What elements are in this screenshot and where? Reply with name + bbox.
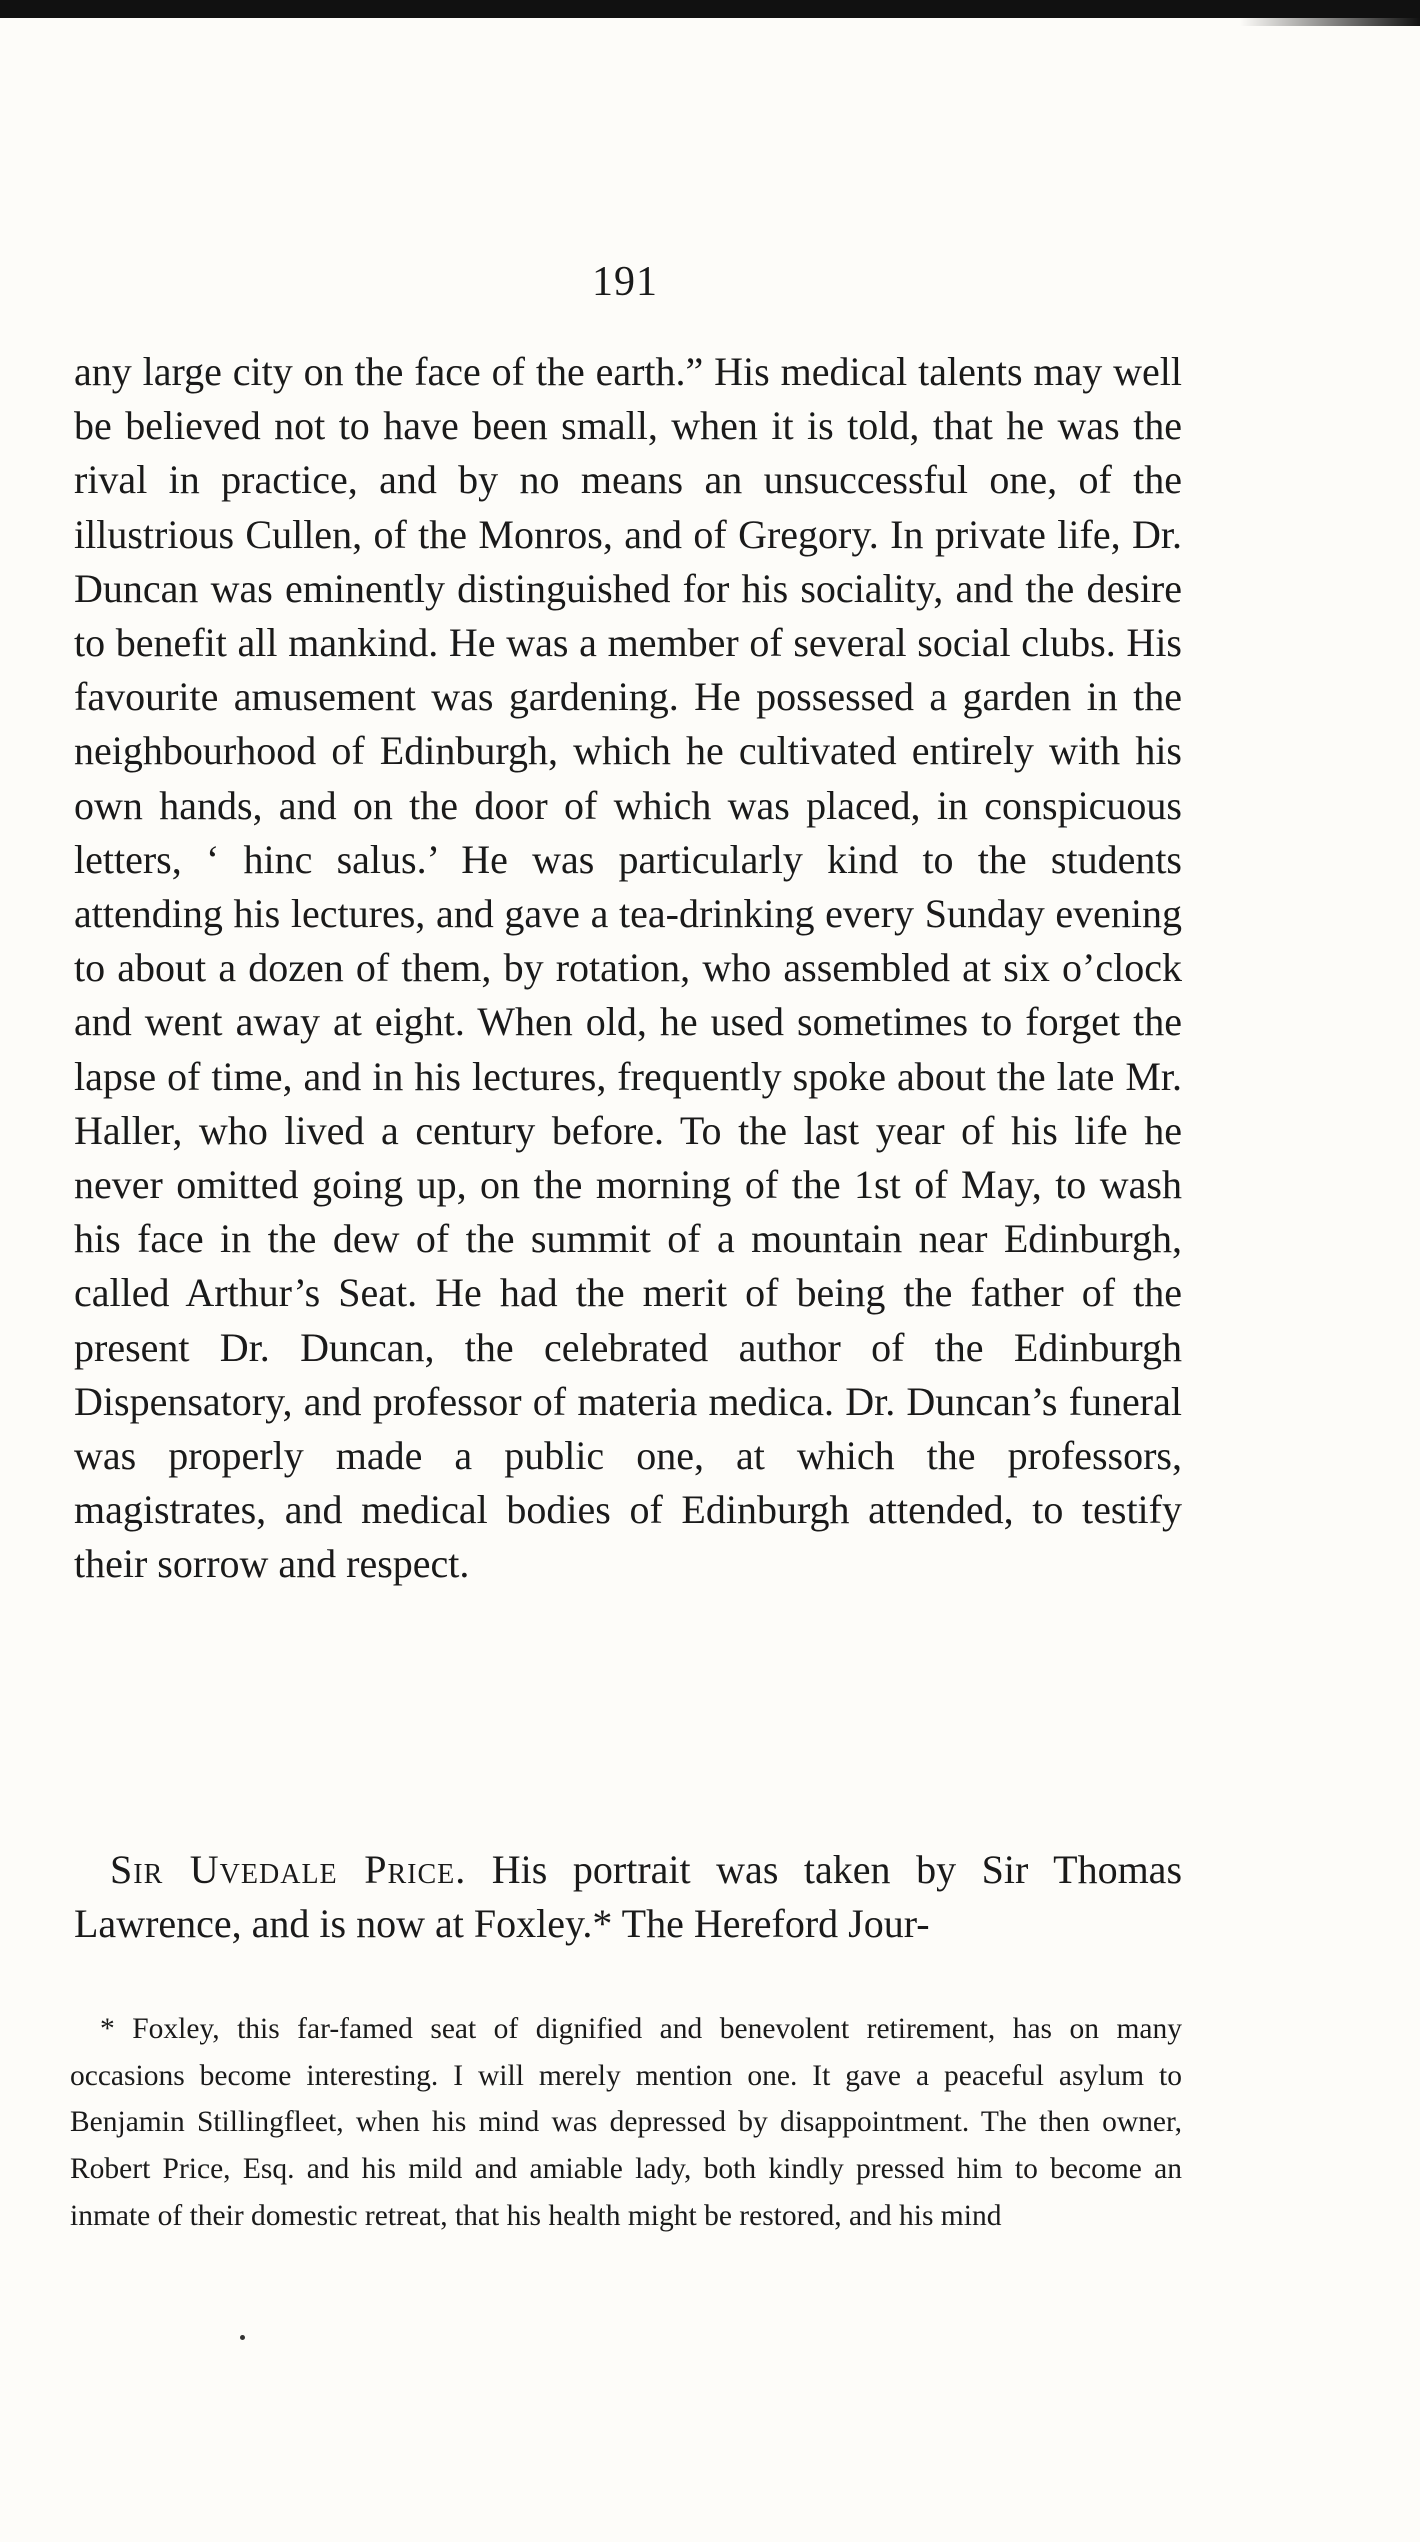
footnote-foxley: * Foxley, this far-famed seat of dignified and benevolent retirement, has on many occasions become interesting. I will merely mention one. It gave a peaceful asylum to Benjamin Stillingfleet, when his mind was depressed by disappointment. The then owner, Robert Price, Esq. and his mild and amiable lady, both kindly pressed him to become an inmate of their domestic retreat, that his health might be restored, and his mind [70, 2013, 1182, 2232]
body-paragraph-price-text: His portrait was taken by Sir Thomas Lawrence, and is now at Foxley.* The Hereford Jour- [74, 1847, 1183, 1947]
page-number: 191 [592, 259, 658, 305]
section-heading-uvedale-price: Sir Uvedale Price. [110, 1847, 467, 1892]
ink-speck [240, 2335, 245, 2340]
body-paragraph-price [74, 1843, 1182, 1951]
top-edge-shadow [0, 0, 1420, 18]
body-paragraph-duncan: any large city on the face of the earth.” His medical talents may well be believed not to have been small, when it is told, that he was the rival in practice, and by no means an unsuccessful one, of the illustrious Cullen, of the Monros, and of Gregory. In private life, Dr. Duncan was eminently distinguished for his sociality, and the desire to benefit all mankind. He was a member of several social clubs. His favourite amusement was gardening. He possessed a garden in the neighbourhood of Edinburgh, which he cultivated entirely with his own hands, and on the door of which was placed, in conspicuous letters, ‘ hinc salus.’ He was particularly kind to the students attending his lectures, and gave a tea-drinking every Sunday evening to about a dozen of them, by rotation, who assembled at six o’clock and went away at eight. When old, he used sometimes to forget the lapse of time, and in his lectures, frequently spoke about the late Mr. Haller, who lived a century before. To the last year of his life he never omitted going up, on the morning of the 1st of May, to wash his face in the dew of the summit of a mountain near Edinburgh, called Arthur’s Seat. He had the merit of being the father of the present Dr. Duncan, the celebrated author of the Edinburgh Dispensatory, and professor of materia medica. Dr. Duncan’s funeral was properly made a public one, at which the professors, magistrates, and medical bodies of Edinburgh attended, to testify their sorrow and respect. [74, 349, 1182, 1587]
